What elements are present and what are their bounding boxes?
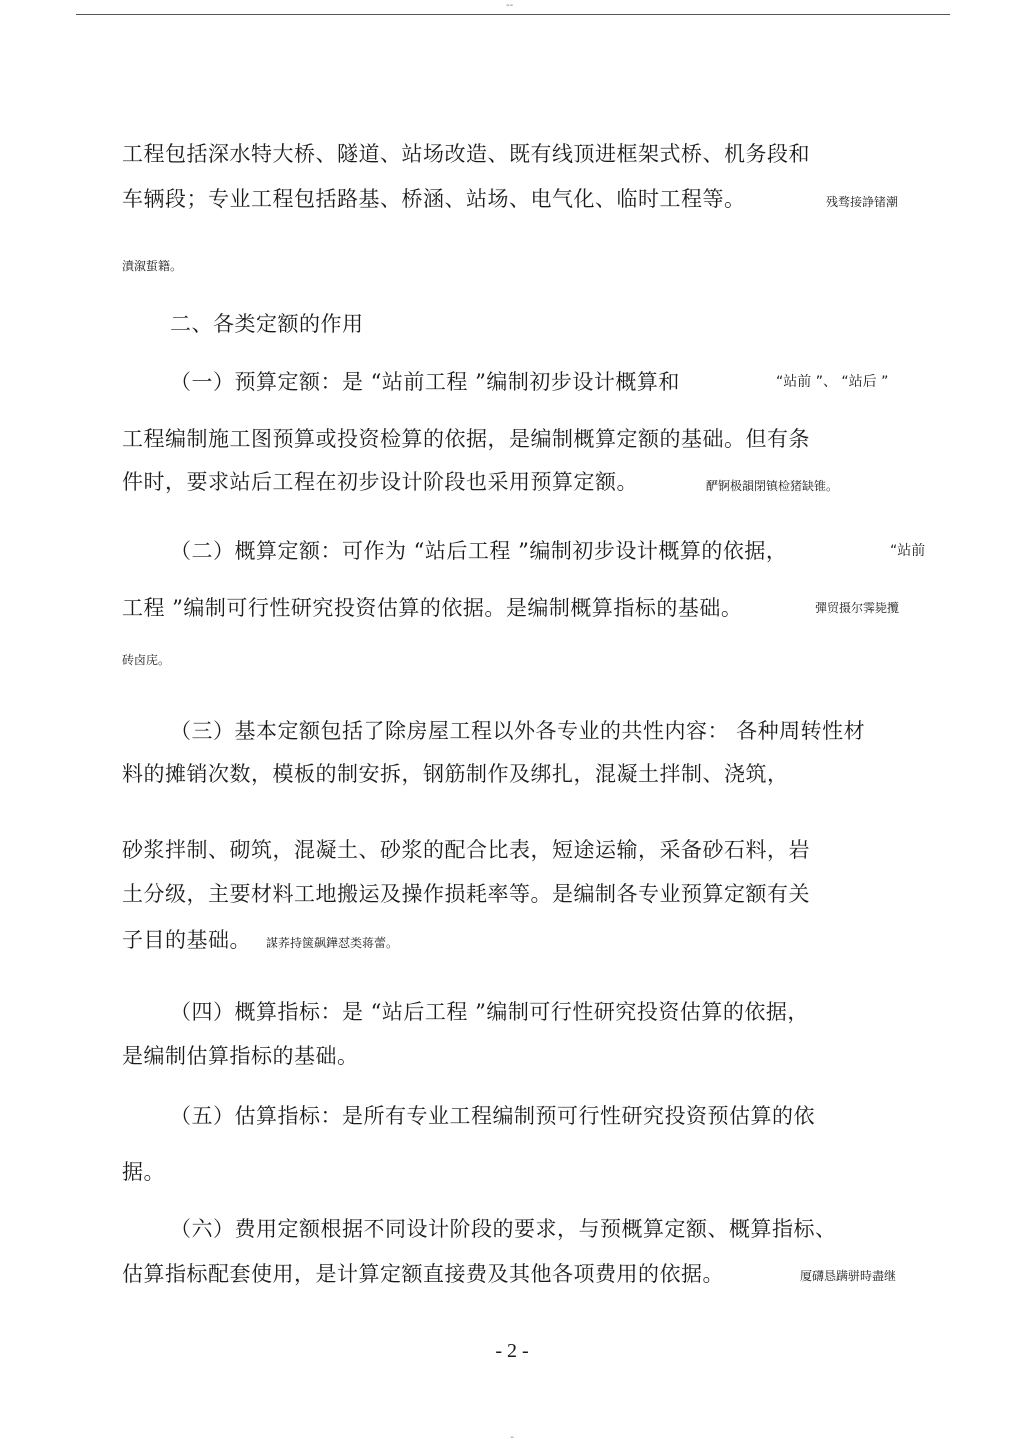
text-line: 是编制估算指标的基础。: [122, 1044, 359, 1068]
page-number: - 2 -: [495, 1340, 529, 1362]
inline-quote: “站前 ”、 “站后 ”: [776, 374, 889, 390]
watermark-note: 厦礴恳蹒骈時盡继: [800, 1269, 897, 1283]
watermark-note: 濆溆蜇籍。: [122, 259, 183, 273]
text-line: （一）预算定额：是 “站前工程 ”编制初步设计概算和: [170, 370, 680, 394]
watermark-note: 酽锕极韻閉镇检猪缺锥。: [706, 479, 839, 493]
watermark-note: 彈贸摄尔霁毙攬: [815, 601, 900, 615]
header-rule: [76, 14, 950, 15]
text-line: 砂浆拌制、砌筑，混凝土、砂浆的配合比表，短途运输，采备砂石料，岩: [122, 838, 810, 862]
section-heading: 二、各类定额的作用: [170, 312, 364, 336]
text-line: 工程编制施工图预算或投资检算的依据，是编制概算定额的基础。但有条: [122, 427, 810, 451]
text-line: （五）估算指标：是所有专业工程编制预可行性研究投资预估算的依: [170, 1104, 815, 1128]
text-line: （二）概算定额：可作为 “站后工程 ”编制初步设计概算的依据，: [170, 539, 788, 563]
text-line: 车辆段；专业工程包括路基、桥涵、站场、电气化、临时工程等。: [122, 187, 746, 211]
inline-quote: “站前: [890, 543, 926, 559]
text-line: 工程 ”编制可行性研究投资估算的依据。是编制概算指标的基础。: [122, 596, 743, 620]
text-line: （三）基本定额包括了除房屋工程以外各专业的共性内容： 各种周转性材: [170, 719, 866, 743]
text-line: 件时，要求站后工程在初步设计阶段也采用预算定额。: [122, 470, 638, 494]
watermark-note: 砖卤庑。: [122, 653, 171, 667]
text-line: 据。: [122, 1160, 165, 1184]
watermark-note: 残骛接諍锗潮: [826, 195, 899, 209]
footer-mark: -: [510, 1432, 514, 1443]
text-line: 工程包括深水特大桥、隧道、站场改造、既有线顶进框架式桥、机务段和: [122, 142, 810, 166]
header-mark: --: [506, 0, 514, 11]
watermark-note: 謀荞持箧飙鏵怼类蒋蕾。: [266, 936, 399, 950]
text-line: （六）费用定额根据不同设计阶段的要求，与预概算定额、概算指标、: [170, 1217, 837, 1241]
text-line: 土分级，主要材料工地搬运及操作损耗率等。是编制各专业预算定额有关: [122, 882, 810, 906]
text-line: （四）概算指标：是 “站后工程 ”编制可行性研究投资估算的依据，: [170, 1000, 809, 1024]
text-line: 估算指标配套使用，是计算定额直接费及其他各项费用的依据。: [122, 1262, 724, 1286]
text-line: 料的摊销次数，模板的制安拆，钢筋制作及绑扎，混凝土拌制、浇筑，: [122, 762, 789, 786]
text-line: 子目的基础。: [122, 928, 251, 952]
